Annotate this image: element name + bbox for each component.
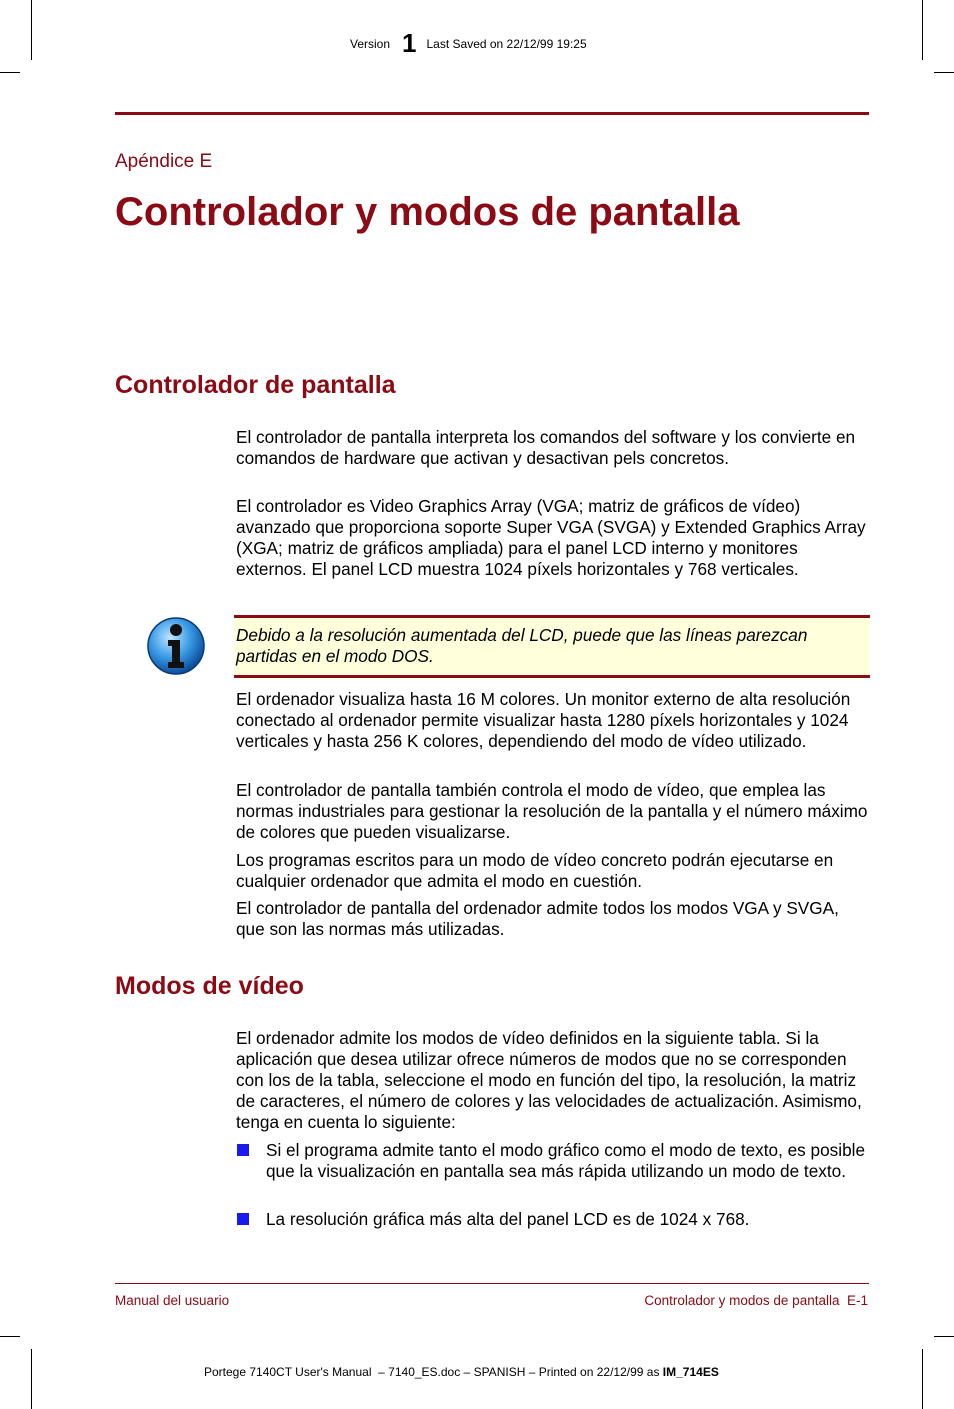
- paragraph: Los programas escritos para un modo de vídeo concreto podrán ejecutarse en cualquier ordenador que admita el modo en cuestión.: [236, 850, 834, 891]
- crop-mark-bottom-left-h: [0, 1336, 20, 1337]
- print-line: [204, 1365, 719, 1379]
- footer-right: Controlador y modos de pantalla E-1: [644, 1293, 868, 1308]
- bullet-item: Si el programa admite tanto el modo gráfico como el modo de texto, es posible que la visualización en pantalla sea más rápida utilizando un modo de texto.: [266, 1140, 866, 1181]
- crop-mark-bottom-left-v: [31, 1349, 32, 1409]
- top-rule: [115, 112, 869, 115]
- print-line-doc-id: IM_714ES: [662, 1365, 719, 1379]
- version-number: 1: [402, 28, 417, 58]
- version-header: [350, 24, 587, 58]
- paragraph: El controlador es Video Graphics Array (VGA; matriz de gráficos de vídeo) avanzado que proporciona soporte Super VGA (SVGA) y Extended Graphics Array (XGA; matriz de gráficos ampliada) para el panel LCD interno y monitores externos. El panel LCD muestra 1024 píxels horizontales y 768 verticales.: [236, 496, 866, 579]
- last-saved: Last Saved on 22/12/99 19:25: [426, 37, 587, 51]
- crop-mark-top-right-h: [934, 72, 954, 73]
- paragraph: El controlador de pantalla interpreta los comandos del software y los convierte en comandos de hardware que activan y desactivan pels concretos.: [236, 427, 856, 468]
- note-text: Debido a la resolución aumentada del LCD, puede que las líneas parezcan partidas en el modo DOS.: [236, 625, 808, 666]
- note-box: [234, 615, 870, 678]
- paragraph: El ordenador visualiza hasta 16 M colores. Un monitor externo de alta resolución conectado al ordenador permite visualizar hasta 1280 píxels horizontales y 1024 verticales y hasta 256 K colores, dependiendo del modo de vídeo utilizado.: [236, 689, 851, 751]
- crop-mark-top-left-h: [0, 72, 20, 73]
- crop-mark-bottom-right-v: [922, 1349, 923, 1409]
- paragraph: El controlador de pantalla también controla el modo de vídeo, que emplea las normas industriales para gestionar la resolución de la pantalla y el número máximo de colores que pueden visualizarse.: [236, 780, 868, 842]
- page-title: Controlador y modos de pantalla: [115, 190, 740, 234]
- crop-mark-top-right-v: [922, 0, 923, 60]
- version-label: Version: [350, 37, 391, 51]
- footer-rule: [115, 1283, 869, 1284]
- crop-mark-bottom-right-h: [934, 1336, 954, 1337]
- footer-left: Manual del usuario: [115, 1293, 230, 1308]
- crop-mark-top-left-v: [31, 0, 32, 60]
- section-heading-controlador: Controlador de pantalla: [115, 371, 396, 399]
- info-icon: [146, 616, 206, 676]
- bullet-item: La resolución gráfica más alta del panel LCD es de 1024 x 768.: [266, 1209, 750, 1229]
- section-heading-modos-video: Modos de vídeo: [115, 972, 304, 1000]
- bullet-square-icon: [237, 1144, 249, 1156]
- paragraph: El controlador de pantalla del ordenador admite todos los modos VGA y SVGA, que son las normas más utilizadas.: [236, 898, 839, 939]
- appendix-label: Apéndice E: [115, 151, 213, 172]
- bullet-square-icon: [237, 1213, 249, 1225]
- print-line-text: Portege 7140CT User's Manual – 7140_ES.doc – SPANISH – Printed on 22/12/99 as: [204, 1365, 663, 1379]
- paragraph: El ordenador admite los modos de vídeo definidos en la siguiente tabla. Si la aplicación que desea utilizar ofrece números de modos que no se corresponden con los de la tabla, seleccione el modo en función del tipo, la resolución, la matriz de caracteres, el número de colores y las velocidades de actualización. Asimismo, tenga en cuenta lo siguiente:: [236, 1028, 862, 1132]
